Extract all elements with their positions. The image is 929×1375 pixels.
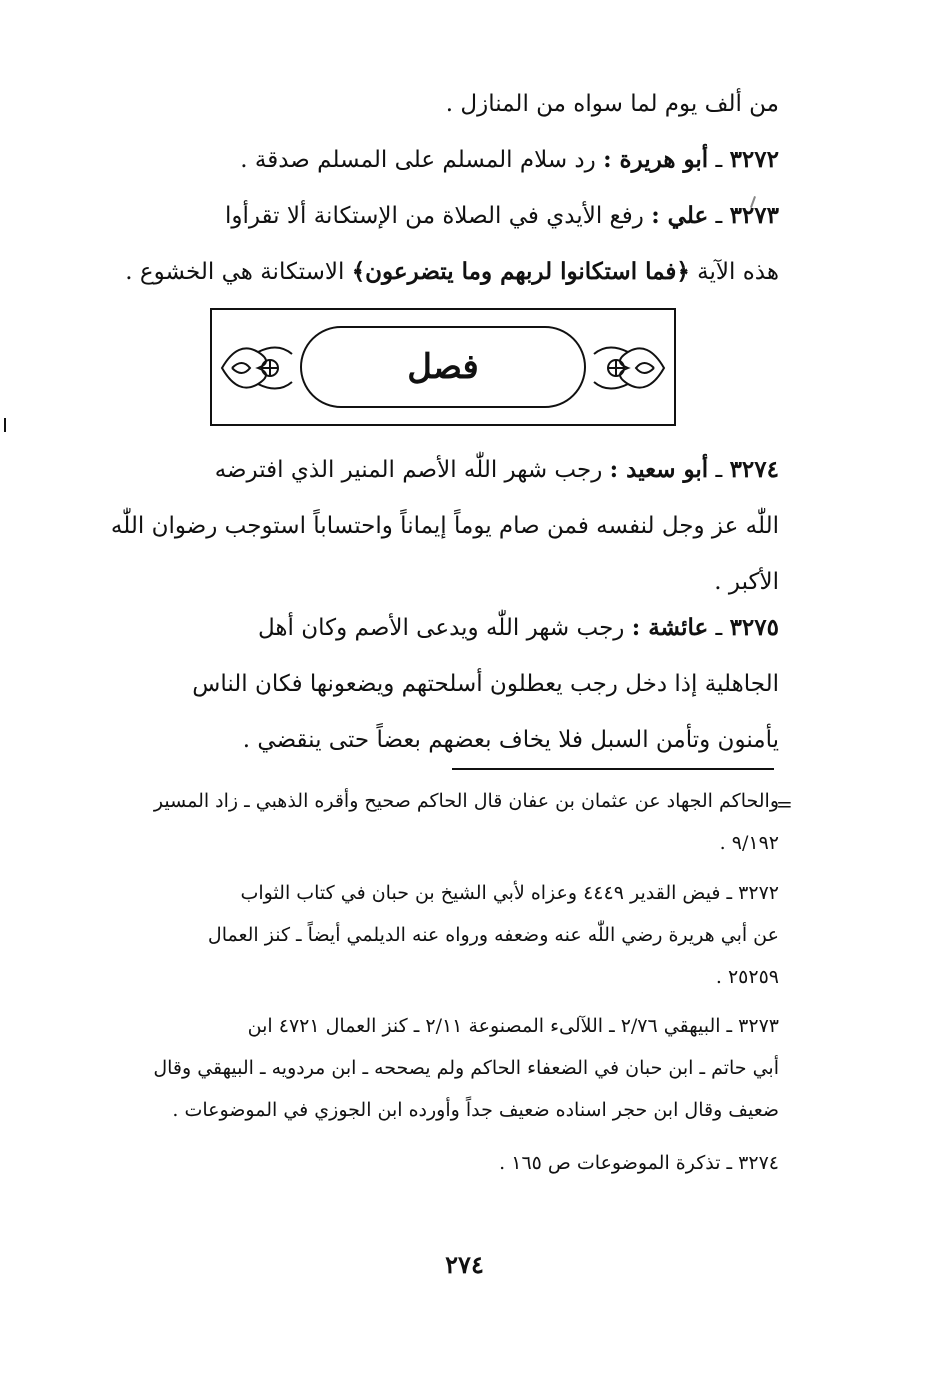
footnote-line: ٣٢٧٢ ـ فيض القدير ٤٤٤٩ وعزاه لأبي الشيخ بن حبان في كتاب الثواب: [240, 882, 779, 904]
footnote-line: ضعيف وقال ابن حجر اسناده ضعيف جداً وأورده ابن الجوزي في الموضوعات .: [172, 1099, 779, 1121]
narrator-name: أبو سعيد :: [609, 456, 709, 483]
entry-3274-line-2: اللّٰه عز وجل لنفسه فمن صام يوماً إيماناً واحتساباً استوجب رضوان اللّٰه: [110, 513, 779, 539]
ornament-icon: [218, 332, 296, 404]
entry-3273: [99, 188, 779, 300]
footnote-line: عن أبي هريرة رضي اللّٰه عنه وضعفه ورواه عنه الديلمي أيضاً ـ كنز العمال: [207, 924, 779, 946]
quran-verse: ﴿فما استكانوا لربهم وما يتضرعون﴾: [351, 258, 690, 285]
entry-3275-line-1: [99, 600, 779, 656]
dash: ـ: [708, 147, 730, 173]
section-heading-cartouche: [300, 326, 586, 408]
footnote-line: والحاكم الجهاد عن عثمان بن عفان قال الحاكم صحيح وأقره الذهبي ـ زاد المسير: [153, 790, 779, 812]
footnote-line: ٩/١٩٢ .: [719, 832, 779, 854]
entry-text: رجب شهر اللّٰه ويدعى الأصم وكان أهل: [258, 615, 632, 641]
entry-3272: [99, 132, 779, 188]
entry-3274-line-1: [99, 442, 779, 498]
ornament-icon: [590, 332, 668, 404]
entry-3274: [99, 442, 779, 610]
entry-text: رد سلام المسلم على المسلم صدقة .: [240, 147, 604, 173]
entry-3273-line-2: [99, 244, 779, 300]
entry-text: رفع الأيدي في الصلاة من الإستكانة ألا تقرأوا: [224, 203, 652, 229]
entry-3275: [99, 600, 779, 768]
footnote-continuation: [99, 780, 779, 864]
intro-paragraph: [99, 76, 779, 132]
footnote-line: ٣٢٧٣ ـ البيهقي ٢/٧٦ ـ اللآلىء المصنوعة ٢/١١ ـ كنز العمال ٤٧٢١ ابن: [247, 1015, 779, 1037]
entry-3273-line-1: [99, 188, 779, 244]
continuation-mark: =: [776, 792, 793, 816]
dash: ـ: [708, 615, 730, 641]
page-number: ٢٧٤: [445, 1250, 484, 1279]
entry-text: الاستكانة هي الخشوع .: [125, 259, 352, 285]
narrator-name: عائشة :: [631, 614, 709, 641]
entry-3275-line-3: يأمنون وتأمن السبل فلا يخاف بعضهم بعضاً حتى ينقضي .: [242, 727, 779, 753]
entry-3275-line-2: الجاهلية إذا دخل رجب يعطلون أسلحتهم ويضعونها فكان الناس: [192, 671, 779, 697]
footnote-separator: [452, 768, 774, 770]
margin-mark: [4, 418, 6, 432]
entry-number: ٣٢٧٣: [729, 202, 779, 229]
dash: ـ: [708, 457, 730, 483]
dash: ـ: [708, 203, 730, 229]
footnote-3273: [99, 1005, 779, 1131]
footnote-3274: [99, 1142, 779, 1184]
entry-number: ٣٢٧٤: [729, 456, 779, 483]
section-heading-frame: [210, 308, 676, 426]
entry-text: رجب شهر اللّٰه الأصم المنير الذي افترضه: [214, 457, 610, 483]
entry-number: ٣٢٧٥: [729, 614, 779, 641]
footnote-line: أبي حاتم ـ ابن حبان في الضعفاء الحاكم ولم يصححه ـ ابن مردويه ـ البيهقي وقال: [153, 1057, 779, 1079]
entry-3274-line-3: الأكبر .: [714, 569, 779, 595]
narrator-name: أبو هريرة :: [603, 146, 709, 173]
footnote-line: ٢٥٢٥٩ .: [715, 966, 779, 988]
section-heading: فصل: [407, 347, 479, 387]
narrator-name: علي :: [651, 202, 709, 229]
footnote-3272: [99, 872, 779, 998]
entry-number: ٣٢٧٢: [729, 146, 779, 173]
footnote-line: ٣٢٧٤ ـ تذكرة الموضوعات ص ١٦٥ .: [499, 1152, 779, 1174]
entry-text: هذه الآية: [689, 259, 779, 285]
intro-line: من ألف يوم لما سواه من المنازل .: [445, 91, 779, 117]
entry-3272-line: [99, 132, 779, 188]
